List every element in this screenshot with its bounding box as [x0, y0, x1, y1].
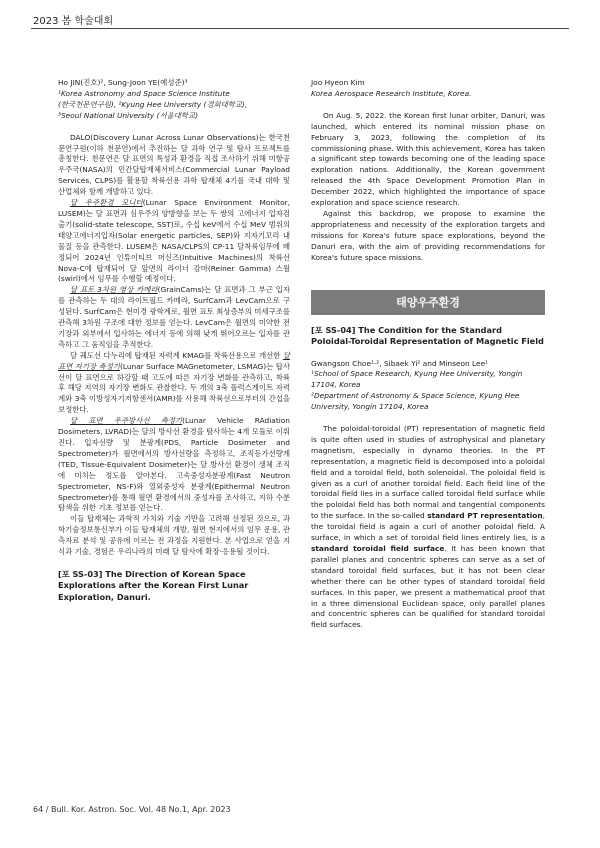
pt-text-a: The poloidal-toroidal (PT) representation of magnetic field is quite often used in studies of astrophysical and planetary magnetism, especially in dynamo theories. In the PT representation, a magnetic field is decomposed into a poloidal field and a toroidal field, both solenoidal. The poloidal field is given as a curl of another toroidal field. Each field line of the toroidal field lies in a surface called toroidal field surface while the poloidal field has both normal and tangential components to the surface. In the so-called — [311, 424, 545, 521]
pt-text-c: . It has been known that parallel planes and concentric spheres can serve as a set of standard toroidal field surfaces, but it has not been clear whether there can be other types of standard toroidal field surfaces. In this paper, we present a mathematical proof that in a three dimensional Euclidean space, only parallel planes and concentric spheres can be qualified for standard toroidal field surfaces. — [311, 544, 545, 630]
affiliation-kari: Korea Aerospace Research Institute, Korea. — [311, 88, 472, 98]
paragraph-pt — [311, 424, 545, 631]
pt-bold-1: standard PT representation — [427, 511, 543, 521]
affiliation-1b: (한국천문연구원), ²Kyung Hee University (경희대학교), — [58, 99, 248, 109]
lsmag-term: 달 표면 자기장 측정기 — [58, 350, 290, 371]
pt-text-b: , the toroidal field is again a curl of another poloidal field. A surface, in which a set of toroidal field lines entirely lies, is a — [311, 511, 545, 543]
affiliation-khu-1: ¹School of Space Research, Kyung Hee University, Yongin 17104, Korea — [311, 369, 523, 390]
pt-bold-2: standard toroidal field surface — [311, 544, 445, 553]
paragraph-dalo: DALO(Discovery Lunar Across Lunar Observations)는 한국천문연구원(이하 천문연)에서 추진하는 달 과학 연구 및 탐사 프로젝트를 총칭한다. 천문연은 달 표면의 특성과 환경을 직접 조사하기 위해 미항공우주국(NASA)의 민간달탑재체서비스(Commercial Lunar Payload Services, CLPS)를 활용할 착륙선용 과학 탑재체 4기를 국내 대학 및 산업체와 함께 개발하고 있다. — [58, 132, 290, 197]
graincams-text: (GrainCams)는 달 표면과 그 부근 입자를 관측하는 두 대의 라이트필드 카메라, SurfCam과 LevCam으로 구성된다. SurfCam은 현미경 광학계로, 월면 표토 최상층부의 미세구조를 관측해 3차원 구조에 대한 정보를 얻는다. LevCam은 월면의 미약한 전기장과 외부에서 입사하는 에너지 등에 의해 낮게 뛰어오르는 입자를 관측하고 그 움직임을 추적한다. — [58, 285, 290, 349]
lsmag-text: (Lunar Surface MAGnetometer, LSMAG)는 탑사선이 달 표면으로 하강할 때 고도에 따른 자기장 변화를 관측하고, 착륙 후 해당 지역의 자기장 변화도 관찰한다. 두 개의 3축 플럭스게이트 자력계와 3축 이방성자기저항센서(AMR)를 사용해 착륙선으로부터의 간섭을 보정한다. — [58, 361, 290, 415]
affiliation-1c: ³Seoul National University (서울대학교) — [58, 110, 199, 120]
lsmag-lead: 달 궤도선 다누리에 탑재된 자력계 KMAG를 착륙선용으로 개선한 — [70, 350, 281, 360]
author-kim: Joo Hyeon Kim — [311, 78, 365, 87]
paragraph-danuri: On Aug. 5, 2022. the Korean first lunar orbiter, Danuri, was launched, which entered its nominal mission phase on February 3, 2023, following the completion of its commissioning phase. With this achievement, Korea has taken a significant step towards becoming one of the leading space exploration nations. Additionally, the Korean government released the 4th Space Development Promotion Plan in December 2022, which highlighted the importance of space exploration and space science research. — [311, 110, 545, 208]
graincams-term: 달 표토 3차원 영상 카메라 — [70, 285, 158, 295]
authors-choe: Gwangson Choe¹·², Sibaek Yi² and Minseon Lee¹ — [311, 358, 489, 368]
right-column — [311, 78, 545, 631]
affiliation-khu-2: ²Department of Astronomy & Space Science, Kyung Hee University, Yongin 17104, Korea — [311, 391, 520, 412]
lvrad-term: 달 표면 우주방사선 측정기 — [70, 416, 183, 426]
paragraph-lvrad — [58, 416, 290, 514]
section-title-ss04: [포 SS-04] The Condition for the Standard Poloidal-Toroidal Representation of Magnetic Field — [311, 324, 544, 346]
section-title-ss03: [포 SS-03] The Direction of Korean Space Explorations after the Korean First Lunar Exploration, Danuri. — [58, 568, 249, 602]
authors-line: Ho JIN(진호)², Sung-Joon YE(예성준)³ — [58, 78, 188, 87]
section-banner: 태양우주환경 — [311, 290, 545, 315]
paragraph-lusem — [58, 198, 290, 285]
lvrad-text: (Lunar Vehicle RAdiation Dosimeters, LVRAD)는 달의 방사선 환경을 탐사하는 4개 모듈로 이뤄진다. 입자선량 및 분광계(PDS, Particle Dosimeter and Spectrometer)가 월면에서의 방사선량을 측정하고, 조직등가선량계(TED, Tissue-Equivalent Dosimeter)는 달 방사선 환경이 생체 조직에 미치는 정도를 알아본다. 고속중성자분광계(Fast Neutron Spectrometer, NS-F)와 열외중성자 분광계(Epithermal Neutron Spectrometer)를 통해 월면 환경에서의 중성자를 조사하고, 지하 수분 탐색을 위한 기초 정보를 얻는다. — [58, 416, 290, 513]
paragraph-lsmag — [58, 351, 290, 416]
affiliation-1: ¹Korea Astronomy and Space Science Institute — [58, 88, 230, 98]
paragraph-conclusion: 이들 탑재체는 과학적 가치와 기술 기반을 고려해 선정된 것으로, 과학기술정보통신부가 이들 탑재체의 개발, 월면 현지에서의 임무 운용, 관측자료 분석 및 공유에 이르는 전 과정을 지원한다. 본 사업으로 얻을 지식과 기술, 경험은 우리나라의 미래 달 탐사에 확장·응용될 것이다. — [58, 514, 290, 557]
paragraph-graincams — [58, 285, 290, 350]
header-rule — [31, 28, 569, 29]
left-column — [58, 78, 290, 603]
page-footer: 64 / Bull. Kor. Astron. Soc. Vol. 48 No.1, Apr. 2023 — [33, 805, 231, 814]
lusem-text: (Lunar Space Environment Monitor, LUSEM)는 달 표면과 심우주의 양방향을 보는 두 쌍의 고에너지 입자검출기(solid-state telescope, SST)로, 수십 keV에서 수십 MeV 범위의 태양고에너지입자(Solar energetic particles, SEP)와 지자기꼬리 내 물질 등을 관측한다. LUSEM은 NASA/CLPS의 CP-11 달착륙임무에 배정되어 2024년 인튜이티브 머신즈(Intuitive Machines)의 착륙선 Nova-C에 탑재되어 달 앞면의 라이너 감마(Reiner Gamma) 스월(swirl)에서 임무를 수행할 예정이다. — [58, 198, 290, 284]
lusem-term: 달 우주환경 모니터 — [70, 198, 143, 208]
page-header-title: 2023 봄 학술대회 — [33, 16, 114, 27]
paragraph-backdrop: Against this backdrop, we propose to examine the appropriateness and necessity of the exploration targets and missions for Korea's future space explorations, beyond the Danuri era, with the aim of providing recommendations for Korea's future space missions. — [311, 208, 545, 262]
